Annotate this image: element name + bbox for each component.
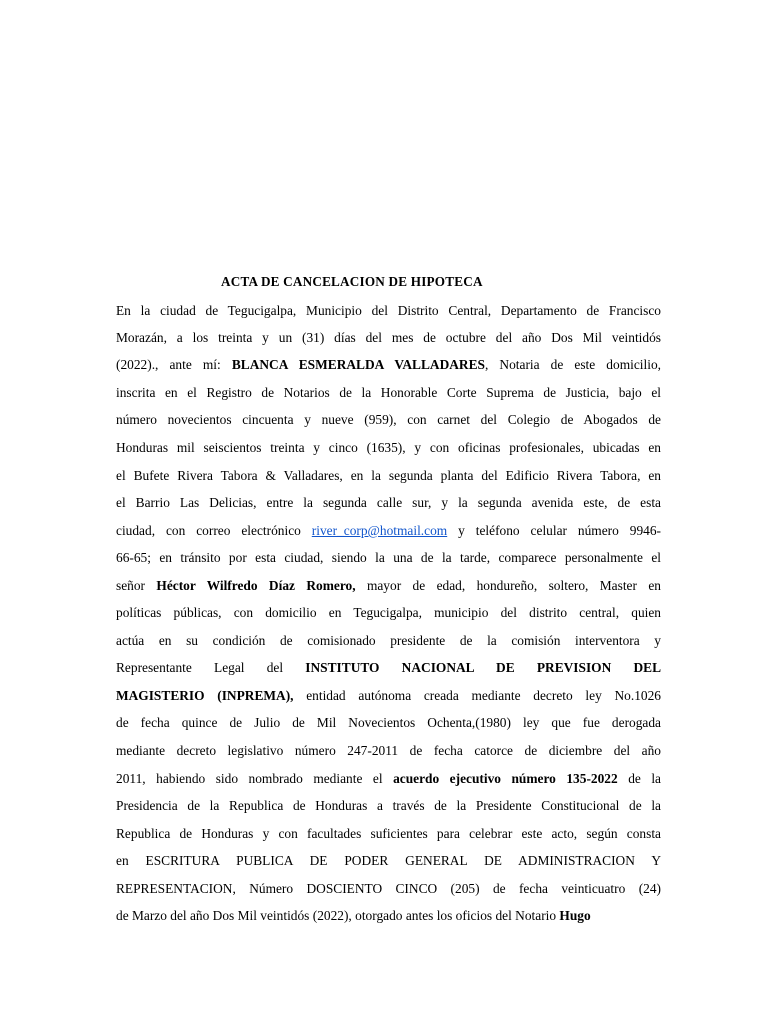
text-line: Morazán, a los treinta y un (31) días del mes de octubre del año Dos Mil veintidós bbox=[116, 330, 661, 345]
text-line bbox=[116, 770, 661, 788]
text-segment: y teléfono celular número 9946- bbox=[447, 523, 661, 538]
notary-hugo: Hugo bbox=[559, 908, 591, 923]
text-line: en ESCRITURA PUBLICA DE PODER GENERAL DE ADMINISTRACION Y bbox=[116, 853, 661, 868]
text-segment: señor bbox=[116, 578, 157, 593]
text-line: Republica de Honduras y con facultades suficientes para celebrar este acto, según consta bbox=[116, 826, 661, 841]
text-segment: 2011, habiendo sido nombrado mediante el bbox=[116, 771, 394, 786]
text-line bbox=[116, 522, 661, 540]
text-segment: mayor de edad, hondureño, soltero, Master en bbox=[355, 578, 661, 593]
text-line: el Barrio Las Delicias, entre la segunda calle sur, y la segunda avenida este, de esta bbox=[116, 495, 661, 510]
text-line: inscrita en el Registro de Notarios de la Honorable Corte Suprema de Justicia, bajo el bbox=[116, 385, 661, 400]
text-line: mediante decreto legislativo número 247-2011 de fecha catorce de diciembre del año bbox=[116, 743, 661, 758]
text-line: actúa en su condición de comisionado presidente de la comisión interventora y bbox=[116, 633, 661, 648]
text-line bbox=[116, 687, 661, 705]
agreement-ref: acuerdo ejecutivo número 135-2022 bbox=[393, 771, 618, 786]
text-line: número novecientos cincuenta y nueve (959), con carnet del Colegio de Abogados de bbox=[116, 412, 661, 427]
text-line: Presidencia de la Republica de Honduras a través de la Presidente Constitucional de la bbox=[116, 798, 661, 813]
text-line: REPRESENTACION, Número DOSCIENTO CINCO (205) de fecha veinticuatro (24) bbox=[116, 881, 661, 896]
text-segment: ciudad, con correo electrónico bbox=[116, 523, 312, 538]
appearing-person: Héctor Wilfredo Díaz Romero, bbox=[156, 578, 356, 593]
text-line bbox=[116, 356, 661, 374]
text-line: En la ciudad de Tegucigalpa, Municipio del Distrito Central, Departamento de Francisco bbox=[116, 303, 661, 318]
text-line bbox=[116, 659, 661, 677]
text-segment: de Marzo del año Dos Mil veintidós (2022), otorgado antes los oficios del Notario bbox=[116, 908, 560, 923]
document-title: ACTA DE CANCELACION DE HIPOTECA bbox=[221, 274, 483, 289]
text-segment: de la bbox=[617, 771, 661, 786]
text-segment: (2022)., ante mí: bbox=[116, 357, 232, 372]
institution-name-cont: MAGISTERIO (INPREMA), bbox=[116, 688, 294, 703]
text-line: el Bufete Rivera Tabora & Valladares, en la segunda planta del Edificio Rivera Tabora, en bbox=[116, 468, 661, 483]
text-line: 66-65; en tránsito por esta ciudad, siendo la una de la tarde, comparece personalmente el bbox=[116, 550, 661, 565]
email-link[interactable]: river_corp@hotmail.com bbox=[311, 523, 448, 538]
text-line bbox=[116, 577, 661, 595]
text-line bbox=[116, 907, 661, 925]
notary-name: BLANCA ESMERALDA VALLADARES bbox=[231, 357, 485, 372]
text-segment: entidad autónoma creada mediante decreto ley No.1026 bbox=[293, 688, 661, 703]
text-line: Honduras mil seiscientos treinta y cinco (1635), y con oficinas profesionales, ubicadas en bbox=[116, 440, 661, 455]
text-line: de fecha quince de Julio de Mil Novecientos Ochenta,(1980) ley que fue derogada bbox=[116, 715, 661, 730]
text-segment: Representante Legal del bbox=[116, 660, 306, 675]
text-line: políticas públicas, con domicilio en Tegucigalpa, municipio del distrito central, quien bbox=[116, 605, 661, 620]
institution-name: INSTITUTO NACIONAL DE PREVISION DEL bbox=[305, 660, 661, 675]
text-segment: , Notaria de este domicilio, bbox=[484, 357, 661, 372]
